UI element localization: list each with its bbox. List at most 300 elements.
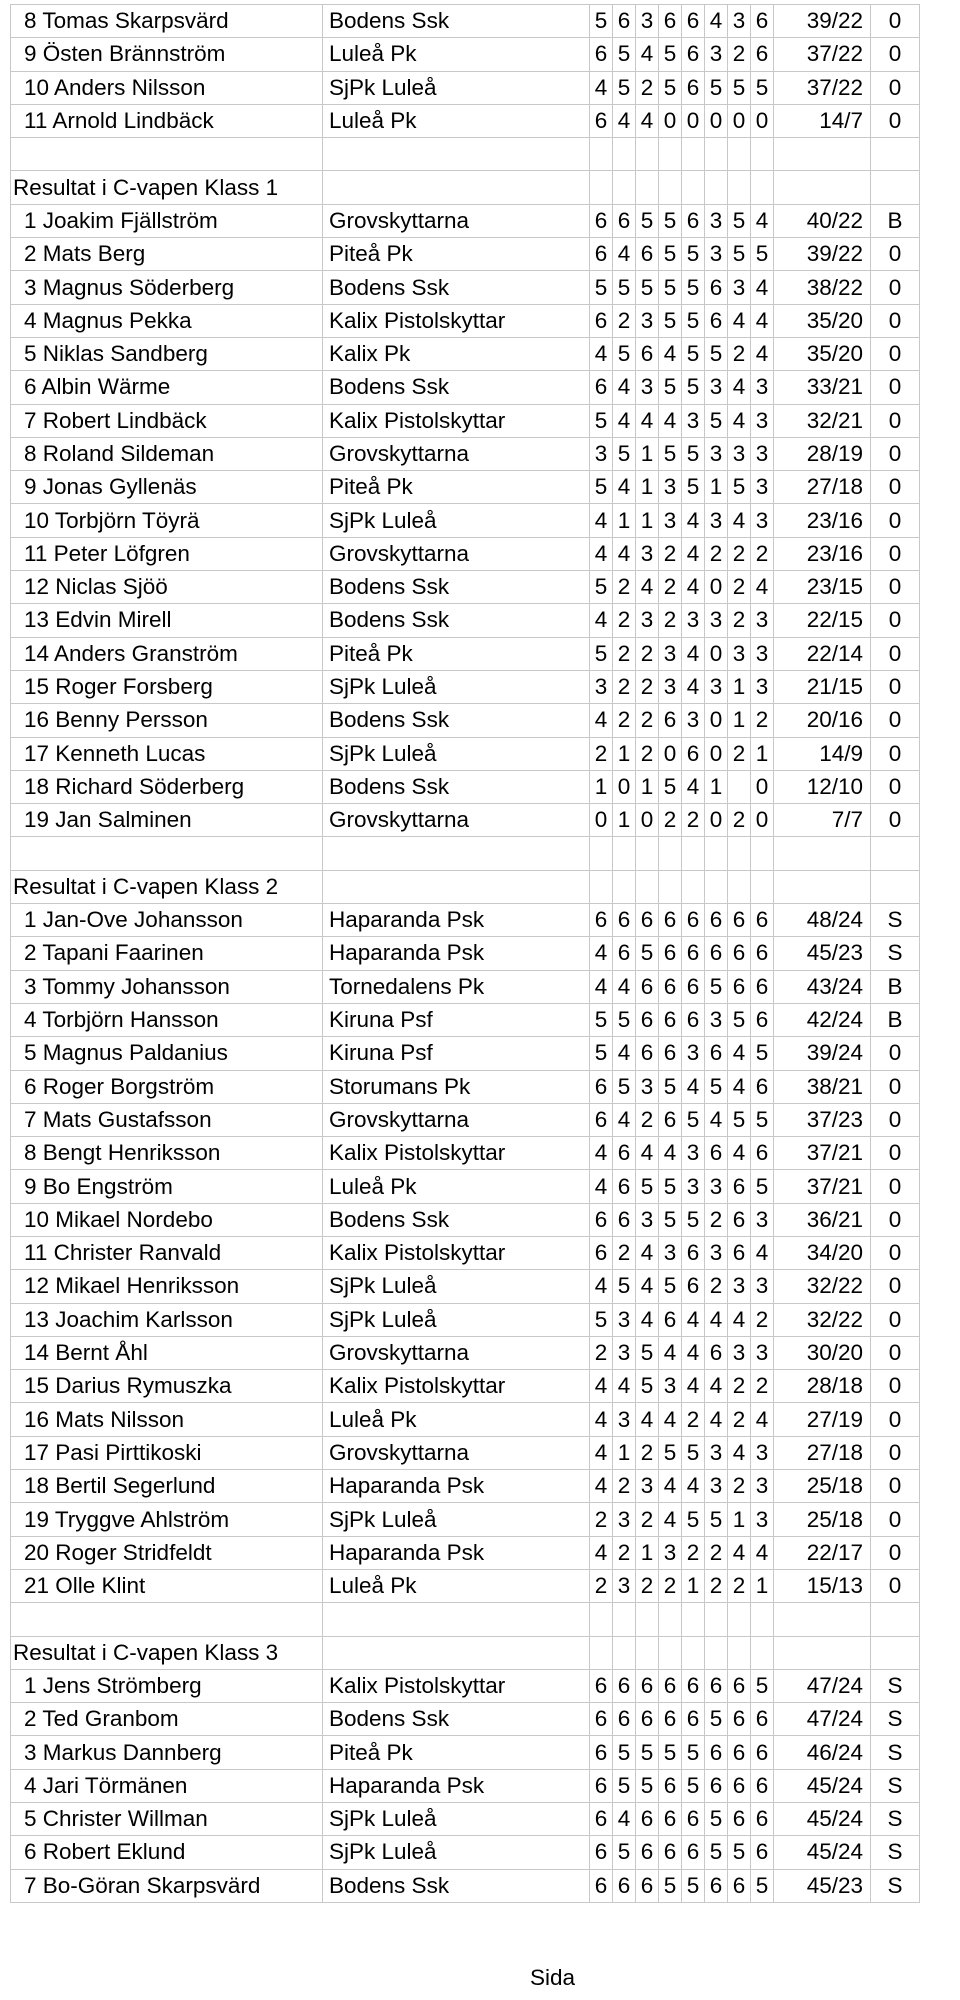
series-score: 3 xyxy=(590,670,613,703)
series-score: 5 xyxy=(728,71,751,104)
series-score: 6 xyxy=(705,1869,728,1902)
result-row xyxy=(11,1736,920,1769)
result-row xyxy=(11,1236,920,1269)
total-score: 38/22 xyxy=(774,271,871,304)
club-name: Kalix Pistolskyttar xyxy=(323,404,590,437)
shooter-name: 19 Jan Salminen xyxy=(11,804,323,837)
result-row xyxy=(11,304,920,337)
result-row xyxy=(11,1536,920,1569)
shooter-name: 8 Tomas Skarpsvärd xyxy=(11,5,323,38)
series-score: 3 xyxy=(728,1336,751,1369)
club-name: SjPk Luleå xyxy=(323,504,590,537)
series-score: 4 xyxy=(659,1336,682,1369)
series-score: 6 xyxy=(705,271,728,304)
series-score: 3 xyxy=(751,504,774,537)
series-score: 4 xyxy=(613,404,636,437)
series-score: 6 xyxy=(751,1803,774,1836)
series-score: 6 xyxy=(636,337,659,370)
empty-cell xyxy=(871,837,920,870)
award-mark: 0 xyxy=(871,1236,920,1269)
series-score: 2 xyxy=(590,1569,613,1602)
total-score: 42/24 xyxy=(774,1003,871,1036)
series-score: 1 xyxy=(613,1436,636,1469)
spacer-row xyxy=(11,1603,920,1636)
result-row xyxy=(11,71,920,104)
series-score: 5 xyxy=(636,1336,659,1369)
series-score: 6 xyxy=(590,1103,613,1136)
series-score: 2 xyxy=(705,1536,728,1569)
series-score: 3 xyxy=(636,604,659,637)
series-score: 5 xyxy=(705,1503,728,1536)
series-score: 6 xyxy=(590,1803,613,1836)
series-score: 5 xyxy=(751,1669,774,1702)
series-score: 4 xyxy=(613,1803,636,1836)
series-score: 3 xyxy=(728,437,751,470)
result-row xyxy=(11,1669,920,1702)
result-row xyxy=(11,704,920,737)
empty-cell xyxy=(682,1603,705,1636)
series-score: 5 xyxy=(705,71,728,104)
series-score: 5 xyxy=(659,38,682,71)
total-score: 23/16 xyxy=(774,504,871,537)
shooter-name: 20 Roger Stridfeldt xyxy=(11,1536,323,1569)
total-score: 38/21 xyxy=(774,1070,871,1103)
series-score: 3 xyxy=(705,204,728,237)
result-row xyxy=(11,670,920,703)
club-name: SjPk Luleå xyxy=(323,1303,590,1336)
result-row xyxy=(11,1370,920,1403)
series-score: 4 xyxy=(659,404,682,437)
shooter-name: 10 Mikael Nordebo xyxy=(11,1203,323,1236)
empty-cell xyxy=(11,837,323,870)
series-score: 6 xyxy=(636,1869,659,1902)
series-score: 5 xyxy=(751,1170,774,1203)
series-score: 0 xyxy=(705,571,728,604)
page-footer xyxy=(530,1965,575,1991)
series-score: 0 xyxy=(705,804,728,837)
series-score: 6 xyxy=(682,38,705,71)
series-score: 3 xyxy=(590,437,613,470)
series-score: 3 xyxy=(751,1436,774,1469)
series-score: 3 xyxy=(751,404,774,437)
club-name: Piteå Pk xyxy=(323,1736,590,1769)
club-name: Haparanda Psk xyxy=(323,904,590,937)
empty-cell xyxy=(659,837,682,870)
empty-cell xyxy=(636,837,659,870)
series-score: 3 xyxy=(636,5,659,38)
series-score: 3 xyxy=(751,1336,774,1369)
series-score: 3 xyxy=(705,38,728,71)
total-score: 45/24 xyxy=(774,1803,871,1836)
series-score: 5 xyxy=(590,637,613,670)
shooter-name: 14 Bernt Åhl xyxy=(11,1336,323,1369)
total-score: 32/21 xyxy=(774,404,871,437)
award-mark: 0 xyxy=(871,38,920,71)
series-score: 6 xyxy=(728,1170,751,1203)
series-score: 4 xyxy=(613,104,636,137)
shooter-name: 9 Bo Engström xyxy=(11,1170,323,1203)
series-score: 2 xyxy=(613,571,636,604)
club-name: Luleå Pk xyxy=(323,104,590,137)
total-score: 27/18 xyxy=(774,471,871,504)
club-name: SjPk Luleå xyxy=(323,670,590,703)
empty-cell xyxy=(323,138,590,171)
total-score: 46/24 xyxy=(774,1736,871,1769)
series-score: 6 xyxy=(590,1203,613,1236)
series-score: 5 xyxy=(682,271,705,304)
series-score xyxy=(728,770,751,803)
series-score: 6 xyxy=(590,1669,613,1702)
series-score: 2 xyxy=(659,604,682,637)
series-score: 6 xyxy=(682,1236,705,1269)
empty-cell xyxy=(774,837,871,870)
total-score: 25/18 xyxy=(774,1503,871,1536)
series-score: 5 xyxy=(590,471,613,504)
series-score: 4 xyxy=(682,571,705,604)
result-row xyxy=(11,637,920,670)
empty-cell xyxy=(728,171,751,204)
series-score: 4 xyxy=(705,1103,728,1136)
series-score: 6 xyxy=(590,1703,613,1736)
series-score: 1 xyxy=(636,504,659,537)
series-score: 2 xyxy=(613,1236,636,1269)
series-score: 1 xyxy=(590,770,613,803)
section-title: Resultat i C-vapen Klass 3 xyxy=(11,1636,323,1669)
series-score: 6 xyxy=(682,1003,705,1036)
empty-cell xyxy=(682,138,705,171)
series-score: 4 xyxy=(682,670,705,703)
series-score: 5 xyxy=(659,1436,682,1469)
shooter-name: 2 Ted Granbom xyxy=(11,1703,323,1736)
series-score: 6 xyxy=(636,1803,659,1836)
series-score: 3 xyxy=(636,304,659,337)
series-score: 4 xyxy=(590,970,613,1003)
series-score: 6 xyxy=(751,1703,774,1736)
series-score: 0 xyxy=(613,770,636,803)
result-row xyxy=(11,471,920,504)
series-score: 6 xyxy=(728,1736,751,1769)
series-score: 6 xyxy=(613,937,636,970)
series-score: 6 xyxy=(705,1736,728,1769)
section-title-row xyxy=(11,1636,920,1669)
series-score: 4 xyxy=(659,1403,682,1436)
club-name: SjPk Luleå xyxy=(323,1836,590,1869)
series-score: 4 xyxy=(682,1070,705,1103)
result-row xyxy=(11,437,920,470)
series-score: 3 xyxy=(613,1503,636,1536)
club-name: Haparanda Psk xyxy=(323,1536,590,1569)
series-score: 5 xyxy=(751,71,774,104)
award-mark: B xyxy=(871,970,920,1003)
series-score: 4 xyxy=(728,371,751,404)
result-row xyxy=(11,38,920,71)
series-score: 1 xyxy=(728,670,751,703)
empty-cell xyxy=(751,870,774,903)
empty-cell xyxy=(613,870,636,903)
club-name: Luleå Pk xyxy=(323,1403,590,1436)
award-mark: 0 xyxy=(871,770,920,803)
series-score: 6 xyxy=(590,38,613,71)
series-score: 5 xyxy=(682,1869,705,1902)
shooter-name: 18 Bertil Segerlund xyxy=(11,1470,323,1503)
series-score: 5 xyxy=(682,371,705,404)
series-score: 0 xyxy=(751,104,774,137)
series-score: 5 xyxy=(659,1203,682,1236)
result-row xyxy=(11,1203,920,1236)
series-score: 5 xyxy=(590,1303,613,1336)
total-score: 37/21 xyxy=(774,1137,871,1170)
empty-cell xyxy=(774,138,871,171)
total-score: 35/20 xyxy=(774,304,871,337)
series-score: 5 xyxy=(613,337,636,370)
series-score: 4 xyxy=(636,571,659,604)
series-score: 5 xyxy=(682,1503,705,1536)
series-score: 5 xyxy=(705,404,728,437)
empty-cell xyxy=(871,1603,920,1636)
shooter-name: 1 Jens Strömberg xyxy=(11,1669,323,1702)
result-row xyxy=(11,1503,920,1536)
total-score: 39/22 xyxy=(774,5,871,38)
empty-cell xyxy=(323,171,590,204)
result-row xyxy=(11,604,920,637)
series-score: 6 xyxy=(590,204,613,237)
series-score: 1 xyxy=(751,1569,774,1602)
series-score: 2 xyxy=(728,1403,751,1436)
award-mark: S xyxy=(871,1669,920,1702)
series-score: 3 xyxy=(705,1470,728,1503)
club-name: Bodens Ssk xyxy=(323,604,590,637)
series-score: 3 xyxy=(728,271,751,304)
series-score: 6 xyxy=(682,737,705,770)
series-score: 6 xyxy=(728,1203,751,1236)
series-score: 6 xyxy=(636,1037,659,1070)
series-score: 6 xyxy=(590,104,613,137)
award-mark: S xyxy=(871,904,920,937)
award-mark: 0 xyxy=(871,337,920,370)
total-score: 45/24 xyxy=(774,1769,871,1802)
total-score: 45/23 xyxy=(774,1869,871,1902)
club-name: Piteå Pk xyxy=(323,471,590,504)
result-row xyxy=(11,1070,920,1103)
total-score: 28/18 xyxy=(774,1370,871,1403)
award-mark: 0 xyxy=(871,1536,920,1569)
award-mark: 0 xyxy=(871,1336,920,1369)
series-score: 2 xyxy=(636,670,659,703)
series-score: 3 xyxy=(751,637,774,670)
series-score: 4 xyxy=(728,1070,751,1103)
series-score: 5 xyxy=(705,970,728,1003)
shooter-name: 21 Olle Klint xyxy=(11,1569,323,1602)
series-score: 5 xyxy=(659,271,682,304)
club-name: Grovskyttarna xyxy=(323,804,590,837)
award-mark: 0 xyxy=(871,504,920,537)
series-score: 3 xyxy=(751,471,774,504)
series-score: 6 xyxy=(728,1669,751,1702)
series-score: 5 xyxy=(682,471,705,504)
series-score: 3 xyxy=(636,371,659,404)
series-score: 4 xyxy=(636,1236,659,1269)
shooter-name: 6 Robert Eklund xyxy=(11,1836,323,1869)
club-name: Piteå Pk xyxy=(323,637,590,670)
series-score: 4 xyxy=(636,1270,659,1303)
shooter-name: 16 Benny Persson xyxy=(11,704,323,737)
total-score: 48/24 xyxy=(774,904,871,937)
series-score: 6 xyxy=(682,1703,705,1736)
series-score: 6 xyxy=(659,1037,682,1070)
series-score: 3 xyxy=(705,604,728,637)
total-score: 33/21 xyxy=(774,371,871,404)
series-score: 6 xyxy=(728,1703,751,1736)
series-score: 6 xyxy=(659,704,682,737)
series-score: 6 xyxy=(613,1170,636,1203)
shooter-name: 5 Niklas Sandberg xyxy=(11,337,323,370)
shooter-name: 8 Roland Sildeman xyxy=(11,437,323,470)
award-mark: B xyxy=(871,204,920,237)
shooter-name: 1 Jan-Ove Johansson xyxy=(11,904,323,937)
empty-cell xyxy=(871,1636,920,1669)
result-row xyxy=(11,1037,920,1070)
series-score: 6 xyxy=(590,304,613,337)
series-score: 6 xyxy=(705,937,728,970)
result-row xyxy=(11,737,920,770)
series-score: 5 xyxy=(590,571,613,604)
total-score: 28/19 xyxy=(774,437,871,470)
series-score: 3 xyxy=(751,437,774,470)
series-score: 6 xyxy=(613,1137,636,1170)
empty-cell xyxy=(751,138,774,171)
series-score: 2 xyxy=(751,1370,774,1403)
total-score: 14/7 xyxy=(774,104,871,137)
series-score: 5 xyxy=(613,1769,636,1802)
club-name: Haparanda Psk xyxy=(323,1470,590,1503)
result-row xyxy=(11,404,920,437)
series-score: 5 xyxy=(659,1736,682,1769)
series-score: 6 xyxy=(751,904,774,937)
series-score: 6 xyxy=(682,1803,705,1836)
total-score: 7/7 xyxy=(774,804,871,837)
total-score: 22/17 xyxy=(774,1536,871,1569)
series-score: 3 xyxy=(705,670,728,703)
series-score: 3 xyxy=(659,637,682,670)
club-name: Bodens Ssk xyxy=(323,704,590,737)
total-score: 15/13 xyxy=(774,1569,871,1602)
series-score: 6 xyxy=(682,71,705,104)
shooter-name: 8 Bengt Henriksson xyxy=(11,1137,323,1170)
series-score: 6 xyxy=(636,238,659,271)
result-row xyxy=(11,1403,920,1436)
series-score: 5 xyxy=(705,1836,728,1869)
series-score: 4 xyxy=(682,1303,705,1336)
spacer-row xyxy=(11,138,920,171)
total-score: 32/22 xyxy=(774,1303,871,1336)
series-score: 2 xyxy=(613,670,636,703)
series-score: 5 xyxy=(636,1736,659,1769)
empty-cell xyxy=(751,1603,774,1636)
series-score: 2 xyxy=(636,1436,659,1469)
total-score: 23/16 xyxy=(774,537,871,570)
series-score: 1 xyxy=(705,471,728,504)
total-score: 20/16 xyxy=(774,704,871,737)
empty-cell xyxy=(774,171,871,204)
total-score: 34/20 xyxy=(774,1236,871,1269)
result-row xyxy=(11,1703,920,1736)
series-score: 4 xyxy=(751,271,774,304)
series-score: 4 xyxy=(590,1436,613,1469)
series-score: 6 xyxy=(659,1103,682,1136)
series-score: 3 xyxy=(613,1303,636,1336)
series-score: 4 xyxy=(751,1536,774,1569)
series-score: 5 xyxy=(590,271,613,304)
series-score: 6 xyxy=(590,371,613,404)
series-score: 6 xyxy=(682,1270,705,1303)
empty-cell xyxy=(590,1603,613,1636)
series-score: 4 xyxy=(590,1470,613,1503)
series-score: 4 xyxy=(590,504,613,537)
series-score: 3 xyxy=(659,1236,682,1269)
series-score: 2 xyxy=(636,1503,659,1536)
series-score: 3 xyxy=(705,1170,728,1203)
series-score: 6 xyxy=(613,1669,636,1702)
series-score: 6 xyxy=(636,1669,659,1702)
series-score: 6 xyxy=(728,904,751,937)
series-score: 2 xyxy=(728,1470,751,1503)
award-mark: 0 xyxy=(871,238,920,271)
result-row xyxy=(11,371,920,404)
empty-cell xyxy=(613,1636,636,1669)
series-score: 4 xyxy=(613,471,636,504)
series-score: 3 xyxy=(751,670,774,703)
empty-cell xyxy=(728,138,751,171)
series-score: 6 xyxy=(659,1003,682,1036)
award-mark: 0 xyxy=(871,1403,920,1436)
series-score: 6 xyxy=(613,1703,636,1736)
award-mark: 0 xyxy=(871,537,920,570)
series-score: 5 xyxy=(636,1170,659,1203)
award-mark: S xyxy=(871,1836,920,1869)
series-score: 2 xyxy=(751,1303,774,1336)
empty-cell xyxy=(323,870,590,903)
series-score: 3 xyxy=(728,637,751,670)
shooter-name: 4 Torbjörn Hansson xyxy=(11,1003,323,1036)
series-score: 2 xyxy=(705,1270,728,1303)
series-score: 3 xyxy=(751,1270,774,1303)
result-row xyxy=(11,271,920,304)
series-score: 4 xyxy=(705,1403,728,1436)
total-score: 35/20 xyxy=(774,337,871,370)
series-score: 2 xyxy=(705,1203,728,1236)
series-score: 3 xyxy=(751,1203,774,1236)
series-score: 3 xyxy=(636,537,659,570)
result-row xyxy=(11,504,920,537)
result-row xyxy=(11,1436,920,1469)
series-score: 5 xyxy=(590,5,613,38)
empty-cell xyxy=(323,1603,590,1636)
club-name: Bodens Ssk xyxy=(323,1869,590,1902)
series-score: 5 xyxy=(705,1803,728,1836)
series-score: 4 xyxy=(613,238,636,271)
series-score: 3 xyxy=(705,1436,728,1469)
series-score: 2 xyxy=(636,71,659,104)
series-score: 5 xyxy=(590,1037,613,1070)
shooter-name: 15 Roger Forsberg xyxy=(11,670,323,703)
series-score: 4 xyxy=(751,204,774,237)
series-score: 4 xyxy=(590,1137,613,1170)
empty-cell xyxy=(774,1636,871,1669)
club-name: Bodens Ssk xyxy=(323,1703,590,1736)
shooter-name: 5 Magnus Paldanius xyxy=(11,1037,323,1070)
total-score: 23/15 xyxy=(774,571,871,604)
series-score: 5 xyxy=(728,1103,751,1136)
